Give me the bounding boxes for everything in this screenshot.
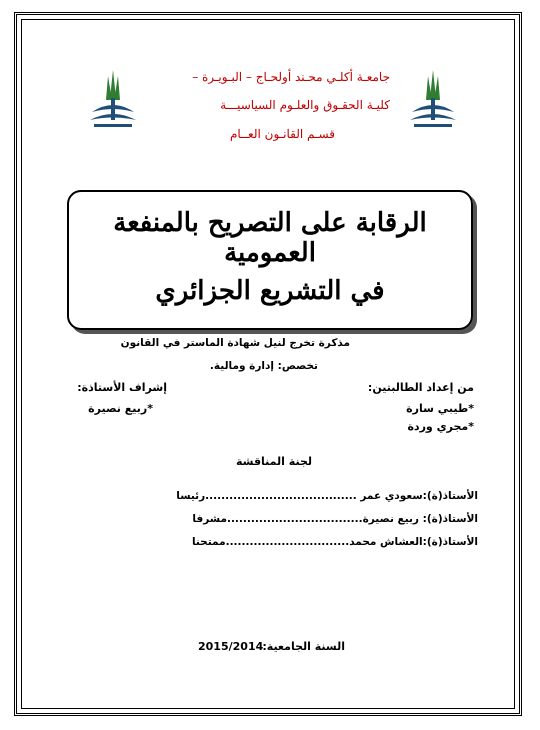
- university-logo-right: [408, 68, 458, 134]
- student-name-2: *مجري وردة: [407, 420, 474, 433]
- committee-member-3: الأستاذ(ة):العشاش محمد...............................ممتحنا: [191, 536, 478, 548]
- title-line-2: في التشريع الجزائري: [155, 276, 385, 306]
- department-name: قسـم القانـون العــام: [229, 127, 335, 141]
- supervisor-label: إشراف الأستاذة:: [77, 381, 167, 394]
- committee-member-2: الأستاذ(ة): ربيع نصيرة..................................مشرفا: [192, 513, 478, 525]
- academic-year-value: 2015/2014: [198, 640, 264, 653]
- academic-year-label: السنة الجامعية:: [262, 640, 345, 653]
- title-line-1: الرقابة على التصريح بالمنفعة العمومية: [113, 208, 427, 268]
- title-box: [67, 190, 473, 330]
- university-name: جامعـة أكلـي محـند أولحـاج – البـويـرة –: [192, 70, 390, 84]
- university-logo-left: [88, 68, 138, 134]
- committee-member-1: الأستاذ(ة):سعودي عمر ......................................رئيسا: [176, 490, 478, 502]
- committee-title: لجنة المناقشة: [235, 455, 312, 468]
- thesis-subtitle: مذكرة تخرج لنيل شهادة الماستر في القانون: [120, 337, 350, 349]
- student-name-1: *طيبي سارة: [406, 402, 474, 415]
- faculty-name: كليـة الحقـوق والعلـوم السياسيـــة: [220, 98, 390, 112]
- students-label: من إعداد الطالبتين:: [367, 381, 474, 394]
- supervisor-name: *ربيع نصيرة: [88, 402, 153, 415]
- specialty: تخصص: إدارة ومالية.: [209, 360, 318, 372]
